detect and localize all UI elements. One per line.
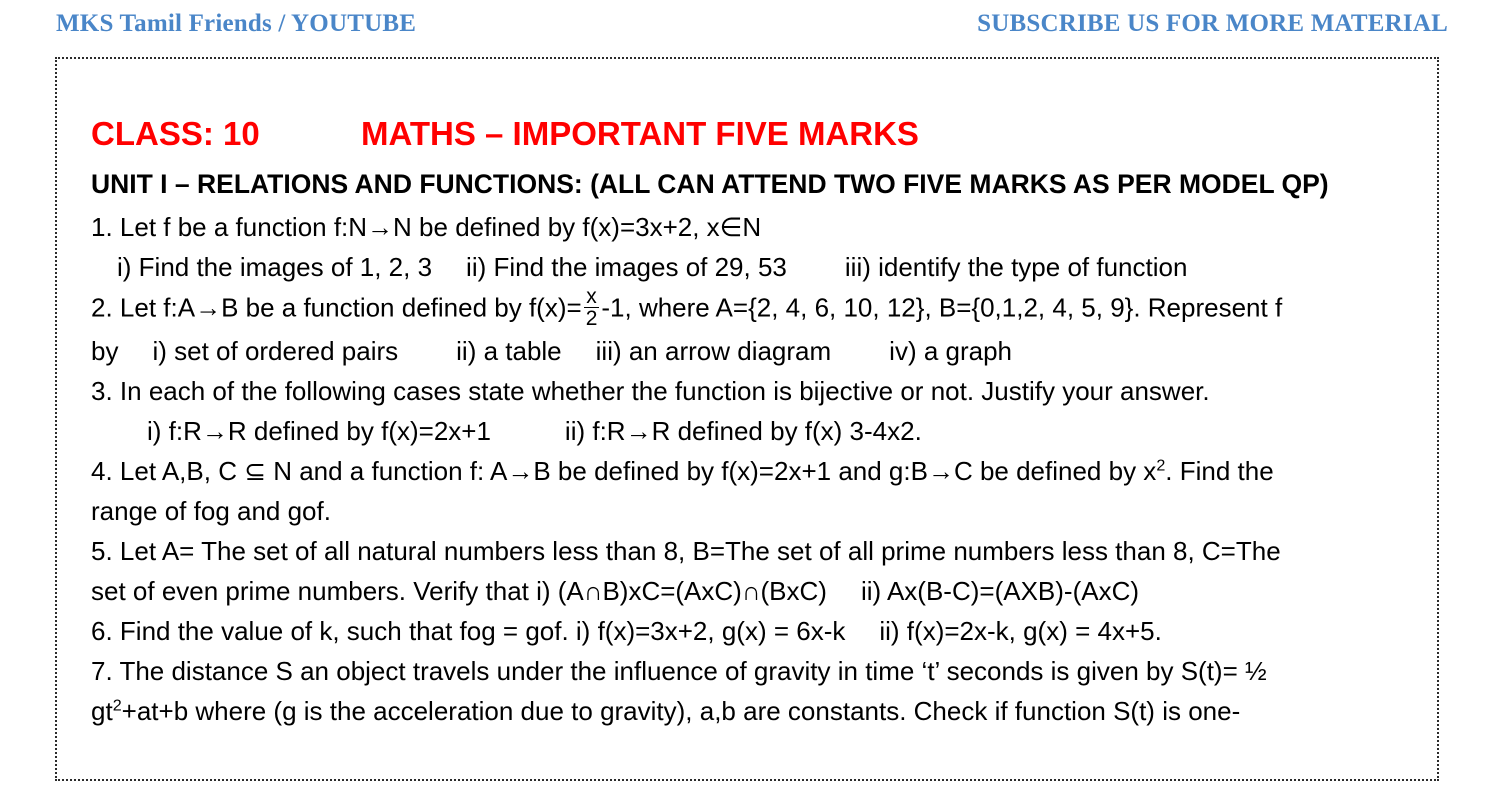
question-7-gt-term: gt [91,695,113,726]
question-7-line-2 [91,692,1413,731]
question-2-by-label: by [91,335,119,366]
question-2-lead: 2. Let f:A→B be a function defined by f(x)= [91,292,582,323]
question-3-subparts [91,412,1413,451]
question-7-line-1: 7. The distance S an object travels under the influence of gravity in time ‘t’ seconds is given by S(t)= ½ [91,655,1267,686]
question-5-line-1: 5. Let A= The set of all natural numbers less than 8, B=The set of all prime numbers less than 8, C=The [91,535,1281,566]
document-body [57,59,1437,731]
question-1-sub-iii: iii) identify the type of function [844,251,1188,282]
question-3-sub-i: i) f:R→R defined by f(x)=2x+1 [147,415,491,446]
question-1-sub-ii: ii) Find the images of 29, 53 [466,251,787,282]
question-2-sub-iv: iv) a graph [889,335,1013,366]
question-5-line-2 [91,572,1413,611]
header-right-text: SUBSCRIBE US FOR MORE MATERIAL [977,10,1448,37]
question-6-sub-i: 6. Find the value of k, such that fog = gof. i) f(x)=3x+2, g(x) = 6x-k [91,615,846,646]
fraction-numerator: x [586,284,597,308]
question-4-part-1: 4. Let A,B, C ⊆ N and a function f: A→B be defined by f(x)=2x+1 and g:B→C be defined by x [91,455,1157,486]
question-4-superscript: 2 [1156,456,1166,475]
header-left-text: MKS Tamil Friends / YOUTUBE [56,10,417,37]
question-4-line-1 [91,452,1413,491]
question-6-line [91,612,1413,651]
question-2-sub-i: i) set of ordered pairs [152,335,399,366]
question-2-tail: -1, where A={2, 4, 6, 10, 12}, B={0,1,2, 4, 5, 9}. Represent f [601,292,1283,323]
question-3-sub-ii: ii) f:R→R defined by f(x) 3-4x2. [564,415,922,446]
question-2-sub-ii: ii) a table [456,335,562,366]
title-row [91,115,1413,153]
unit-heading: UNIT I – RELATIONS AND FUNCTIONS: (ALL CAN ATTEND TWO FIVE MARKS AS PER MODEL QP) [91,169,1329,199]
question-5-sub-ii: ii) Ax(B-C)=(AXB)-(AxC) [860,575,1140,606]
subject-title: MATHS – IMPORTANT FIVE MARKS [361,115,919,152]
class-label: CLASS: 10 [91,115,260,152]
question-1-sub-i: i) Find the images of 1, 2, 3 [117,251,433,282]
question-3-line: 3. In each of the following cases state whether the function is bijective or not. Justify your answer. [91,375,1210,406]
question-1-line: 1. Let f be a function f:N→N be defined by f(x)=3x+2, x∈N [91,211,762,242]
question-4-part-2: . Find the [1165,455,1274,486]
question-4-line-2: range of fog and gof. [91,495,331,526]
question-2-subparts [91,332,1413,371]
question-5-sub-i: set of even prime numbers. Verify that i) (A∩B)xC=(AxC)∩(BxC) [91,575,827,606]
question-6-sub-ii: ii) f(x)=2x-k, g(x) = 4x+5. [879,615,1162,646]
question-7-part-2: +at+b where (g is the acceleration due to gravity), a,b are constants. Check if function S(t) is one- [121,695,1241,726]
question-2-sub-iii: iii) an arrow diagram [595,335,832,366]
question-2-line [91,284,1413,331]
page-header [0,0,1500,48]
content-frame [55,57,1439,781]
question-7-superscript: 2 [112,696,122,715]
question-1-subparts [91,248,1413,287]
fraction-x-over-2 [584,286,600,329]
fraction-denominator: 2 [585,306,598,330]
